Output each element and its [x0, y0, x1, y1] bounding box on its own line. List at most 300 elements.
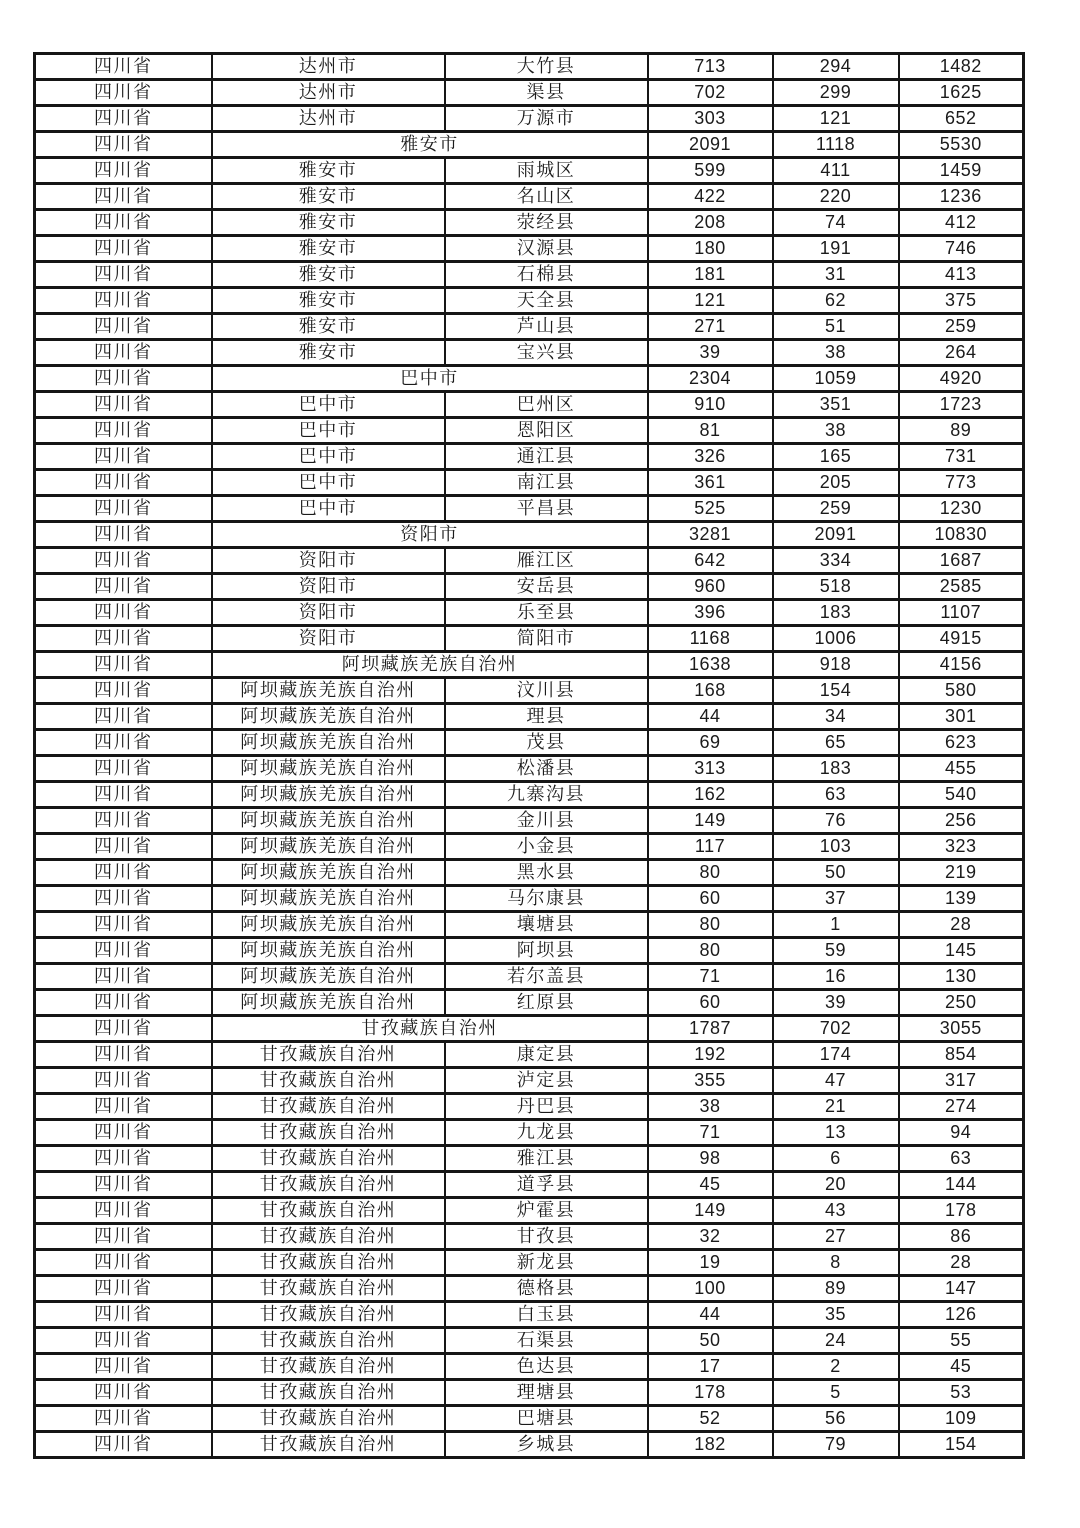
cell-value-2: 299 [773, 80, 899, 106]
cell-city: 阿坝藏族羌族自治州 [212, 912, 445, 938]
table-row [35, 626, 1024, 652]
cell-county: 石渠县 [445, 1328, 648, 1354]
table-row [35, 340, 1024, 366]
cell-province: 四川省 [35, 1432, 212, 1458]
cell-city: 甘孜藏族自治州 [212, 1380, 445, 1406]
cell-city: 资阳市 [212, 626, 445, 652]
cell-value-3: 412 [899, 210, 1024, 236]
cell-value-3: 1625 [899, 80, 1024, 106]
table-row [35, 1276, 1024, 1302]
table-row [35, 834, 1024, 860]
cell-province: 四川省 [35, 1302, 212, 1328]
cell-value-1: 80 [648, 938, 773, 964]
cell-value-3: 413 [899, 262, 1024, 288]
region-statistics-table [33, 52, 1025, 1459]
cell-county: 理塘县 [445, 1380, 648, 1406]
cell-province: 四川省 [35, 834, 212, 860]
table-row-city-total [35, 366, 1024, 392]
cell-city: 甘孜藏族自治州 [212, 1120, 445, 1146]
table-row [35, 730, 1024, 756]
cell-province: 四川省 [35, 132, 212, 158]
cell-city: 资阳市 [212, 548, 445, 574]
cell-value-3: 301 [899, 704, 1024, 730]
cell-province: 四川省 [35, 210, 212, 236]
cell-value-2: 20 [773, 1172, 899, 1198]
cell-value-3: 250 [899, 990, 1024, 1016]
cell-city: 雅安市 [212, 236, 445, 262]
table-row [35, 860, 1024, 886]
cell-value-1: 149 [648, 1198, 773, 1224]
cell-value-3: 1687 [899, 548, 1024, 574]
cell-city: 资阳市 [212, 574, 445, 600]
table-row [35, 574, 1024, 600]
cell-county: 金川县 [445, 808, 648, 834]
cell-city: 巴中市 [212, 470, 445, 496]
table-row [35, 106, 1024, 132]
cell-value-3: 773 [899, 470, 1024, 496]
cell-value-2: 13 [773, 1120, 899, 1146]
table-row [35, 496, 1024, 522]
cell-value-2: 103 [773, 834, 899, 860]
cell-value-1: 19 [648, 1250, 773, 1276]
cell-province: 四川省 [35, 652, 212, 678]
cell-province: 四川省 [35, 340, 212, 366]
cell-province: 四川省 [35, 1172, 212, 1198]
cell-value-2: 6 [773, 1146, 899, 1172]
cell-province: 四川省 [35, 184, 212, 210]
table-row [35, 756, 1024, 782]
cell-city: 雅安市 [212, 184, 445, 210]
cell-value-2: 154 [773, 678, 899, 704]
cell-city: 雅安市 [212, 158, 445, 184]
cell-value-1: 98 [648, 1146, 773, 1172]
cell-value-3: 4920 [899, 366, 1024, 392]
cell-value-3: 154 [899, 1432, 1024, 1458]
table-row [35, 600, 1024, 626]
table-row [35, 80, 1024, 106]
cell-city: 阿坝藏族羌族自治州 [212, 938, 445, 964]
cell-value-2: 2091 [773, 522, 899, 548]
cell-province: 四川省 [35, 106, 212, 132]
cell-county: 丹巴县 [445, 1094, 648, 1120]
cell-county: 巴塘县 [445, 1406, 648, 1432]
cell-province: 四川省 [35, 470, 212, 496]
table-row [35, 314, 1024, 340]
cell-value-3: 256 [899, 808, 1024, 834]
cell-value-1: 422 [648, 184, 773, 210]
cell-city: 达州市 [212, 80, 445, 106]
cell-county: 简阳市 [445, 626, 648, 652]
cell-city: 甘孜藏族自治州 [212, 1406, 445, 1432]
cell-province: 四川省 [35, 1328, 212, 1354]
cell-value-3: 139 [899, 886, 1024, 912]
cell-county: 色达县 [445, 1354, 648, 1380]
table-row [35, 444, 1024, 470]
cell-value-1: 71 [648, 1120, 773, 1146]
table-row-city-total [35, 1016, 1024, 1042]
table-row [35, 1328, 1024, 1354]
cell-county: 乐至县 [445, 600, 648, 626]
cell-value-2: 411 [773, 158, 899, 184]
cell-value-2: 1059 [773, 366, 899, 392]
cell-value-2: 74 [773, 210, 899, 236]
table-row [35, 1042, 1024, 1068]
table-row [35, 886, 1024, 912]
cell-value-2: 43 [773, 1198, 899, 1224]
table-row [35, 912, 1024, 938]
cell-city: 甘孜藏族自治州 [212, 1354, 445, 1380]
table-row [35, 1198, 1024, 1224]
cell-value-3: 1723 [899, 392, 1024, 418]
cell-value-3: 317 [899, 1068, 1024, 1094]
cell-city: 雅安市 [212, 210, 445, 236]
cell-city: 巴中市 [212, 444, 445, 470]
cell-county: 红原县 [445, 990, 648, 1016]
cell-province: 四川省 [35, 782, 212, 808]
cell-county: 新龙县 [445, 1250, 648, 1276]
cell-county: 南江县 [445, 470, 648, 496]
table-row [35, 1354, 1024, 1380]
table-row [35, 158, 1024, 184]
table-row [35, 184, 1024, 210]
cell-city: 巴中市 [212, 418, 445, 444]
cell-county: 黑水县 [445, 860, 648, 886]
cell-city-merged: 资阳市 [212, 522, 648, 548]
cell-city: 阿坝藏族羌族自治州 [212, 860, 445, 886]
table-row [35, 418, 1024, 444]
cell-city: 阿坝藏族羌族自治州 [212, 678, 445, 704]
cell-value-2: 205 [773, 470, 899, 496]
table-row [35, 470, 1024, 496]
cell-value-2: 1118 [773, 132, 899, 158]
cell-province: 四川省 [35, 1276, 212, 1302]
cell-value-3: 145 [899, 938, 1024, 964]
cell-county: 松潘县 [445, 756, 648, 782]
cell-county: 万源市 [445, 106, 648, 132]
cell-value-2: 37 [773, 886, 899, 912]
cell-city-merged: 雅安市 [212, 132, 648, 158]
cell-county: 通江县 [445, 444, 648, 470]
cell-value-1: 117 [648, 834, 773, 860]
table-row [35, 1094, 1024, 1120]
cell-value-2: 121 [773, 106, 899, 132]
cell-city-merged: 巴中市 [212, 366, 648, 392]
cell-value-2: 21 [773, 1094, 899, 1120]
cell-city: 甘孜藏族自治州 [212, 1068, 445, 1094]
cell-county: 德格县 [445, 1276, 648, 1302]
cell-value-2: 27 [773, 1224, 899, 1250]
table-row-city-total [35, 522, 1024, 548]
cell-county: 渠县 [445, 80, 648, 106]
cell-value-2: 76 [773, 808, 899, 834]
cell-province: 四川省 [35, 444, 212, 470]
cell-value-2: 79 [773, 1432, 899, 1458]
cell-city: 达州市 [212, 54, 445, 80]
cell-value-2: 47 [773, 1068, 899, 1094]
table-row-city-total [35, 132, 1024, 158]
cell-value-1: 361 [648, 470, 773, 496]
cell-value-1: 44 [648, 704, 773, 730]
cell-county: 安岳县 [445, 574, 648, 600]
table-row [35, 964, 1024, 990]
cell-province: 四川省 [35, 1250, 212, 1276]
cell-county: 茂县 [445, 730, 648, 756]
cell-value-3: 274 [899, 1094, 1024, 1120]
cell-province: 四川省 [35, 730, 212, 756]
cell-value-3: 4915 [899, 626, 1024, 652]
cell-province: 四川省 [35, 496, 212, 522]
cell-value-1: 17 [648, 1354, 773, 1380]
cell-value-1: 642 [648, 548, 773, 574]
cell-value-2: 5 [773, 1380, 899, 1406]
cell-value-1: 162 [648, 782, 773, 808]
cell-city: 甘孜藏族自治州 [212, 1432, 445, 1458]
table-body [35, 54, 1024, 1458]
cell-county: 石棉县 [445, 262, 648, 288]
cell-value-1: 702 [648, 80, 773, 106]
cell-value-3: 219 [899, 860, 1024, 886]
cell-value-3: 1482 [899, 54, 1024, 80]
cell-county: 恩阳区 [445, 418, 648, 444]
cell-province: 四川省 [35, 1016, 212, 1042]
cell-value-3: 1236 [899, 184, 1024, 210]
cell-value-3: 147 [899, 1276, 1024, 1302]
cell-value-1: 71 [648, 964, 773, 990]
table-row [35, 782, 1024, 808]
cell-value-1: 149 [648, 808, 773, 834]
table-row [35, 548, 1024, 574]
cell-county: 甘孜县 [445, 1224, 648, 1250]
cell-province: 四川省 [35, 1094, 212, 1120]
cell-value-3: 540 [899, 782, 1024, 808]
cell-city: 甘孜藏族自治州 [212, 1172, 445, 1198]
cell-value-1: 208 [648, 210, 773, 236]
cell-value-3: 10830 [899, 522, 1024, 548]
cell-value-3: 178 [899, 1198, 1024, 1224]
table-row [35, 1302, 1024, 1328]
cell-value-1: 181 [648, 262, 773, 288]
cell-value-1: 52 [648, 1406, 773, 1432]
cell-city: 雅安市 [212, 288, 445, 314]
cell-county: 泸定县 [445, 1068, 648, 1094]
cell-province: 四川省 [35, 938, 212, 964]
cell-value-3: 1459 [899, 158, 1024, 184]
cell-province: 四川省 [35, 678, 212, 704]
cell-city: 阿坝藏族羌族自治州 [212, 886, 445, 912]
cell-value-2: 1 [773, 912, 899, 938]
cell-value-2: 8 [773, 1250, 899, 1276]
table-row [35, 1172, 1024, 1198]
cell-province: 四川省 [35, 704, 212, 730]
cell-value-2: 34 [773, 704, 899, 730]
cell-province: 四川省 [35, 600, 212, 626]
cell-value-3: 264 [899, 340, 1024, 366]
cell-county: 宝兴县 [445, 340, 648, 366]
cell-value-1: 80 [648, 860, 773, 886]
cell-province: 四川省 [35, 548, 212, 574]
table-row [35, 1068, 1024, 1094]
cell-province: 四川省 [35, 392, 212, 418]
cell-county: 阿坝县 [445, 938, 648, 964]
cell-value-1: 2091 [648, 132, 773, 158]
cell-city: 雅安市 [212, 262, 445, 288]
cell-value-1: 3281 [648, 522, 773, 548]
cell-province: 四川省 [35, 366, 212, 392]
cell-province: 四川省 [35, 756, 212, 782]
cell-province: 四川省 [35, 808, 212, 834]
cell-county: 白玉县 [445, 1302, 648, 1328]
cell-county: 马尔康县 [445, 886, 648, 912]
cell-city: 甘孜藏族自治州 [212, 1146, 445, 1172]
cell-province: 四川省 [35, 860, 212, 886]
cell-value-3: 323 [899, 834, 1024, 860]
cell-value-1: 355 [648, 1068, 773, 1094]
cell-value-1: 80 [648, 912, 773, 938]
cell-value-1: 713 [648, 54, 773, 80]
cell-value-3: 1230 [899, 496, 1024, 522]
cell-city: 阿坝藏族羌族自治州 [212, 964, 445, 990]
cell-city: 阿坝藏族羌族自治州 [212, 782, 445, 808]
cell-city: 巴中市 [212, 392, 445, 418]
table-row [35, 704, 1024, 730]
table-row [35, 1432, 1024, 1458]
table-row [35, 1146, 1024, 1172]
table-row [35, 54, 1024, 80]
cell-city-merged: 甘孜藏族自治州 [212, 1016, 648, 1042]
cell-city: 阿坝藏族羌族自治州 [212, 834, 445, 860]
table-row [35, 1120, 1024, 1146]
cell-county: 乡城县 [445, 1432, 648, 1458]
cell-value-2: 65 [773, 730, 899, 756]
cell-value-1: 599 [648, 158, 773, 184]
cell-city: 甘孜藏族自治州 [212, 1328, 445, 1354]
cell-value-3: 28 [899, 1250, 1024, 1276]
cell-county: 汉源县 [445, 236, 648, 262]
cell-value-1: 1638 [648, 652, 773, 678]
table-row [35, 678, 1024, 704]
cell-value-1: 69 [648, 730, 773, 756]
cell-value-2: 334 [773, 548, 899, 574]
cell-value-3: 63 [899, 1146, 1024, 1172]
cell-value-3: 130 [899, 964, 1024, 990]
cell-value-2: 38 [773, 340, 899, 366]
cell-city: 甘孜藏族自治州 [212, 1094, 445, 1120]
cell-province: 四川省 [35, 522, 212, 548]
cell-province: 四川省 [35, 1198, 212, 1224]
cell-value-3: 28 [899, 912, 1024, 938]
cell-value-2: 702 [773, 1016, 899, 1042]
cell-value-2: 35 [773, 1302, 899, 1328]
cell-county: 九寨沟县 [445, 782, 648, 808]
cell-value-1: 32 [648, 1224, 773, 1250]
cell-province: 四川省 [35, 158, 212, 184]
cell-value-3: 94 [899, 1120, 1024, 1146]
cell-value-3: 109 [899, 1406, 1024, 1432]
cell-value-2: 39 [773, 990, 899, 1016]
cell-value-3: 2585 [899, 574, 1024, 600]
cell-value-1: 182 [648, 1432, 773, 1458]
cell-county: 平昌县 [445, 496, 648, 522]
table-row [35, 1250, 1024, 1276]
cell-value-2: 16 [773, 964, 899, 990]
cell-value-3: 746 [899, 236, 1024, 262]
cell-province: 四川省 [35, 1146, 212, 1172]
cell-value-3: 86 [899, 1224, 1024, 1250]
cell-value-2: 62 [773, 288, 899, 314]
table-row [35, 262, 1024, 288]
cell-value-2: 518 [773, 574, 899, 600]
cell-value-1: 910 [648, 392, 773, 418]
cell-value-2: 56 [773, 1406, 899, 1432]
cell-value-2: 59 [773, 938, 899, 964]
cell-value-1: 326 [648, 444, 773, 470]
cell-county: 芦山县 [445, 314, 648, 340]
cell-value-1: 960 [648, 574, 773, 600]
cell-province: 四川省 [35, 1120, 212, 1146]
cell-value-1: 396 [648, 600, 773, 626]
cell-province: 四川省 [35, 1380, 212, 1406]
cell-province: 四川省 [35, 288, 212, 314]
cell-value-1: 81 [648, 418, 773, 444]
table-row [35, 1380, 1024, 1406]
cell-province: 四川省 [35, 574, 212, 600]
cell-value-1: 192 [648, 1042, 773, 1068]
cell-value-2: 1006 [773, 626, 899, 652]
cell-value-1: 121 [648, 288, 773, 314]
cell-value-3: 3055 [899, 1016, 1024, 1042]
cell-city: 巴中市 [212, 496, 445, 522]
cell-value-3: 4156 [899, 652, 1024, 678]
cell-value-3: 53 [899, 1380, 1024, 1406]
cell-county: 道孚县 [445, 1172, 648, 1198]
cell-value-3: 455 [899, 756, 1024, 782]
cell-value-2: 351 [773, 392, 899, 418]
cell-county: 名山区 [445, 184, 648, 210]
cell-city: 资阳市 [212, 600, 445, 626]
cell-province: 四川省 [35, 54, 212, 80]
table-row [35, 392, 1024, 418]
cell-county: 巴州区 [445, 392, 648, 418]
cell-city: 阿坝藏族羌族自治州 [212, 704, 445, 730]
cell-value-1: 60 [648, 990, 773, 1016]
cell-value-2: 24 [773, 1328, 899, 1354]
cell-county: 若尔盖县 [445, 964, 648, 990]
cell-value-3: 5530 [899, 132, 1024, 158]
table-row-city-total [35, 652, 1024, 678]
cell-value-1: 50 [648, 1328, 773, 1354]
cell-value-2: 259 [773, 496, 899, 522]
cell-value-2: 31 [773, 262, 899, 288]
cell-value-1: 60 [648, 886, 773, 912]
cell-value-2: 50 [773, 860, 899, 886]
cell-value-2: 63 [773, 782, 899, 808]
cell-value-3: 144 [899, 1172, 1024, 1198]
cell-city: 雅安市 [212, 314, 445, 340]
cell-city: 甘孜藏族自治州 [212, 1250, 445, 1276]
cell-city: 甘孜藏族自治州 [212, 1224, 445, 1250]
table-row [35, 210, 1024, 236]
cell-province: 四川省 [35, 886, 212, 912]
table-row [35, 1224, 1024, 1250]
table-row [35, 808, 1024, 834]
cell-value-2: 38 [773, 418, 899, 444]
cell-province: 四川省 [35, 262, 212, 288]
cell-value-1: 45 [648, 1172, 773, 1198]
cell-province: 四川省 [35, 314, 212, 340]
cell-value-2: 183 [773, 756, 899, 782]
cell-city: 甘孜藏族自治州 [212, 1042, 445, 1068]
cell-value-1: 313 [648, 756, 773, 782]
